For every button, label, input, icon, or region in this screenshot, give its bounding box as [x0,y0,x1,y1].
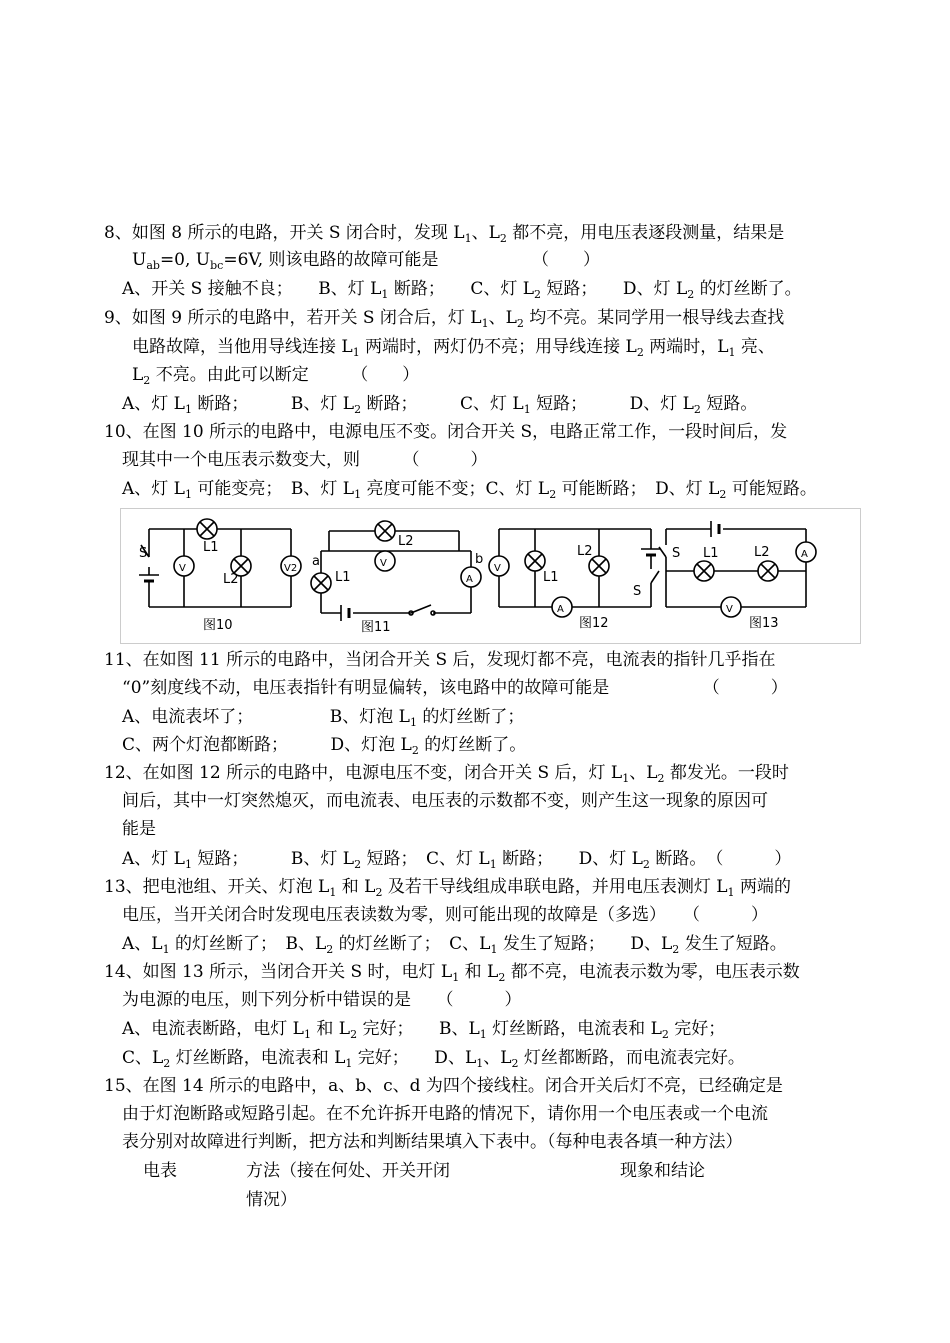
text-run: 两端的 [734,877,791,897]
text-run: 断路。 （ ） [649,849,792,869]
line-q14-l1 [104,961,800,983]
text-run: 14、如图 13 所示，当闭合开关 S 时，电灯 L [104,962,453,982]
fig12-label-v: V [494,563,501,574]
subscript: 2 [549,488,557,501]
line-q8-l2 [132,249,600,271]
text-run: 都不亮，电流表示数为零，电压表示数 [505,962,800,982]
fig11-label-ammeter: A [466,574,473,585]
fig11-label-l1: L1 [335,570,351,585]
subscript: 2 [642,858,650,871]
subscript: 1 [523,403,531,416]
figure-10-circuit [139,519,301,607]
line-q12-l2 [122,790,768,812]
text-run: 的灯丝断了； B、L [169,934,327,954]
line-q15-l3 [122,1131,743,1153]
text-run: 及若干导线组成串联电路，并用电压表测灯 L [382,877,728,897]
text-run: 完好； B、L [357,1019,480,1039]
fig13-label-l1: L1 [703,546,719,561]
text-run: 15、在图 14 所示的电路中，a、b、c、d 为四个接线柱。闭合开关后灯不亮，已经确定是 [104,1076,783,1096]
line-q8-opts [122,278,802,300]
fig10-caption: 图10 [203,618,233,633]
text-run: 9、如图 9 所示的电路中，若开关 S 闭合后，灯 L [104,308,482,328]
line-q10-l1 [104,421,787,443]
subscript: 1 [479,1028,487,1041]
text-run: 现象和结论 [620,1161,705,1181]
fig12-label-s: S [633,584,642,599]
text-run: 可能断路； D、灯 L [556,479,720,499]
subscript: 2 [687,288,695,301]
subscript: 1 [184,488,192,501]
subscript: 1 [622,772,630,785]
text-run: 11、在如图 11 所示的电路中，当闭合开关 S 后，发现灯都不亮，电流表的指针几乎指在 [104,650,776,670]
figure-13-circuit [659,521,816,617]
text-run: 的灯丝断了。 [694,279,802,299]
text-run: =6V, 则该电路的故障可能是 （ ） [223,250,601,270]
line-q9-l2 [132,336,775,358]
line-q12-l1 [104,762,789,784]
circuit-figures [121,509,860,643]
text-run: L [132,365,144,385]
text-run: 短路； C、灯 L [361,849,490,869]
line-q8-l1 [104,222,784,244]
fig13-label-l2: L2 [754,545,770,560]
text-run: 、L [471,223,500,243]
line-q12-l3 [122,818,156,840]
text-run: A、电流表断路，电灯 L [122,1019,304,1039]
subscript: 1 [481,317,489,330]
subscript: 1 [352,346,360,359]
subscript: 2 [511,1057,519,1070]
line-q14-l2 [122,989,522,1011]
subscript: 2 [661,1028,669,1041]
line-table-head-3 [620,1160,705,1182]
line-q10-l2 [122,449,488,471]
subscript: 2 [693,403,701,416]
line-q15-l2 [122,1103,768,1125]
subscript: bc [210,259,224,272]
text-run: 10、在图 10 所示的电路中，电源电压不变。闭合开关 S，电路正常工作，一段时间后，发 [104,422,788,442]
text-run: 亮度可能不变；C、灯 L [361,479,550,499]
fig10-label-l1: L1 [203,540,219,555]
subscript: 2 [499,232,507,245]
switch-s-icon [651,571,659,583]
text-run: A、灯 L [122,394,185,414]
text-run: 、L [629,763,658,783]
line-table-head-2b [246,1189,297,1211]
line-q10-opts [122,478,817,500]
fig11-caption: 图11 [361,620,391,635]
fig11-label-l2: L2 [398,534,414,549]
subscript: 1 [489,858,497,871]
text-run: 完好； D、L [352,1048,477,1068]
subscript: 2 [516,317,524,330]
text-run: 电表 [143,1161,177,1181]
line-q11-l1 [104,649,776,671]
text-run: 和 L [459,962,499,982]
subscript: 1 [184,858,192,871]
text-run: 电压，当开关闭合时发现电压表读数为零，则可能出现的故障是（多选） （ ） [122,905,768,925]
line-q15-l1 [104,1075,783,1097]
fig10-label-l2: L2 [223,572,239,587]
text-run: U [132,250,147,270]
subscript: 2 [719,488,727,501]
text-run: 短路； D、灯 L [541,279,688,299]
subscript: 2 [350,1028,358,1041]
fig13-caption: 图13 [749,616,779,631]
text-run: 电路故障，当他用导线连接 L [132,337,353,357]
text-run: C、两个灯泡都断路； D、灯泡 L [122,735,412,755]
subscript: 1 [329,886,337,899]
subscript: 1 [345,1057,353,1070]
circuit-figures-panel [120,508,861,644]
line-q14-o2 [122,1047,745,1069]
text-run: A、电流表坏了； B、灯泡 L [122,707,410,727]
text-run: 能是 [122,819,156,839]
line-q14-o1 [122,1018,725,1040]
subscript: 1 [409,716,417,729]
switch-icon [411,605,431,613]
line-q12-opts [122,848,791,870]
fig12-label-ammeter: A [557,604,564,615]
subscript: 1 [452,971,460,984]
fig13-label-ammeter: A [801,549,808,560]
text-run: 短路； D、灯 L [530,394,694,414]
text-run: 间后，其中一灯突然熄灭，而电流表、电压表的示数都不变，则产生这一现象的原因可 [122,791,768,811]
subscript: 1 [476,1057,484,1070]
text-run: 完好； [668,1019,726,1039]
text-run: 的灯丝断了； C、L [333,934,491,954]
text-run: =0, U [159,250,211,270]
text-run: 断路； C、灯 L [388,279,535,299]
text-run: 由于灯泡断路或短路引起。在不允许拆开电路的情况下，请你用一个电压表或一个电流 [122,1104,768,1124]
fig10-label-v1: V [179,563,186,574]
text-run: 可能变亮； B、灯 L [191,479,355,499]
subscript: 1 [162,943,170,956]
text-run: 断路； C、灯 L [361,394,524,414]
subscript: ab [146,259,160,272]
text-run: 、L [483,1048,512,1068]
fig11-label-b: b [475,552,484,567]
fig10-label-v2: V2 [284,563,298,574]
line-q9-l1 [104,307,784,329]
subscript: 1 [381,288,389,301]
text-run: 13、把电池组、开关、灯泡 L [104,877,330,897]
text-run: A、L [122,934,163,954]
subscript: 2 [354,858,362,871]
subscript: 1 [464,232,472,245]
text-run: 断路； D、灯 L [496,849,643,869]
text-run: 灯丝断路，电流表和 L [170,1048,346,1068]
text-run: 的灯丝断了； [416,707,525,727]
fig12-label-l1: L1 [543,570,559,585]
text-run: 12、在如图 12 所示的电路中，电源电压不变，闭合开关 S 后，灯 L [104,763,623,783]
fig13-label-s: S [672,546,681,561]
text-run: 均不亮。某同学用一根导线去查找 [523,308,785,328]
subscript: 2 [375,886,383,899]
text-run: 都发光。一段时 [664,763,789,783]
text-run: 的灯丝断了。 [418,735,527,755]
line-q13-opts [122,933,787,955]
text-run: C、L [122,1048,164,1068]
subscript: 2 [326,943,334,956]
subscript: 2 [354,403,362,416]
text-run: 和 L [336,877,376,897]
subscript: 1 [303,1028,311,1041]
text-run: 情况） [246,1190,297,1210]
text-run: “0”刻度线不动，电压表指针有明显偏转，该电路中的故障可能是 （ ） [122,678,788,698]
line-table-head-1 [143,1160,177,1182]
text-run: 亮、 [735,337,775,357]
fig11-label-v: V [380,558,387,569]
text-run: 灯丝都断路，而电流表完好。 [518,1048,745,1068]
subscript: 2 [411,744,419,757]
text-run: 都不亮，用电压表逐段测量，结果是 [506,223,785,243]
text-run: 不亮。由此可以断定 （ ） [150,365,420,385]
text-run: 现其中一个电压表示数变大，则 （ ） [122,450,488,470]
subscript: 1 [354,488,362,501]
line-q11-o1 [122,706,524,728]
text-run: 断路； B、灯 L [191,394,355,414]
line-q11-l2 [122,677,788,699]
line-q9-l3 [132,364,419,386]
text-run: 发生了短路； D、L [497,934,673,954]
text-run: 两端时，两灯仍不亮；用导线连接 L [359,337,637,357]
line-q13-l2 [122,904,768,926]
subscript: 1 [727,886,735,899]
text-run: 短路； B、灯 L [191,849,355,869]
subscript: 2 [163,1057,171,1070]
fig13-label-v: V [726,604,733,615]
subscript: 2 [657,772,665,785]
subscript: 1 [728,346,736,359]
text-run: 灯丝断路，电流表和 L [486,1019,662,1039]
subscript: 2 [534,288,542,301]
fig12-label-l2: L2 [577,544,593,559]
line-q13-l1 [104,876,791,898]
text-run: 和 L [310,1019,351,1039]
text-run: 可能短路。 [726,479,817,499]
text-run: 发生了短路。 [679,934,787,954]
fig12-caption: 图12 [579,616,609,631]
subscript: 2 [672,943,680,956]
subscript: 1 [184,403,192,416]
fig11-label-a: a [312,554,320,569]
figure-12-circuit [489,529,661,617]
subscript: 2 [636,346,644,359]
text-run: A、灯 L [122,849,185,869]
line-q9-opts [122,393,757,415]
text-run: A、开关 S 接触不良； B、灯 L [122,279,382,299]
text-run: 8、如图 8 所示的电路，开关 S 闭合时，发现 L [104,223,465,243]
text-run: 短路。 [700,394,758,414]
line-q11-o2 [122,734,526,756]
switch-s-icon [659,547,666,557]
line-table-head-2 [246,1160,450,1182]
text-run: 两端时，L [643,337,729,357]
fig10-label-s: S [139,546,148,561]
subscript: 2 [498,971,506,984]
text-run: 、L [488,308,517,328]
subscript: 2 [143,374,151,387]
text-run: 为电源的电压，则下列分析中错误的是 （ ） [122,990,522,1010]
text-run: 表分别对故障进行判断，把方法和判断结果填入下表中。（每种电表各填一种方法） [122,1132,743,1152]
subscript: 1 [490,943,498,956]
text-run: A、灯 L [122,479,185,499]
text-run: 方法（接在何处、开关开闭 [246,1161,450,1181]
